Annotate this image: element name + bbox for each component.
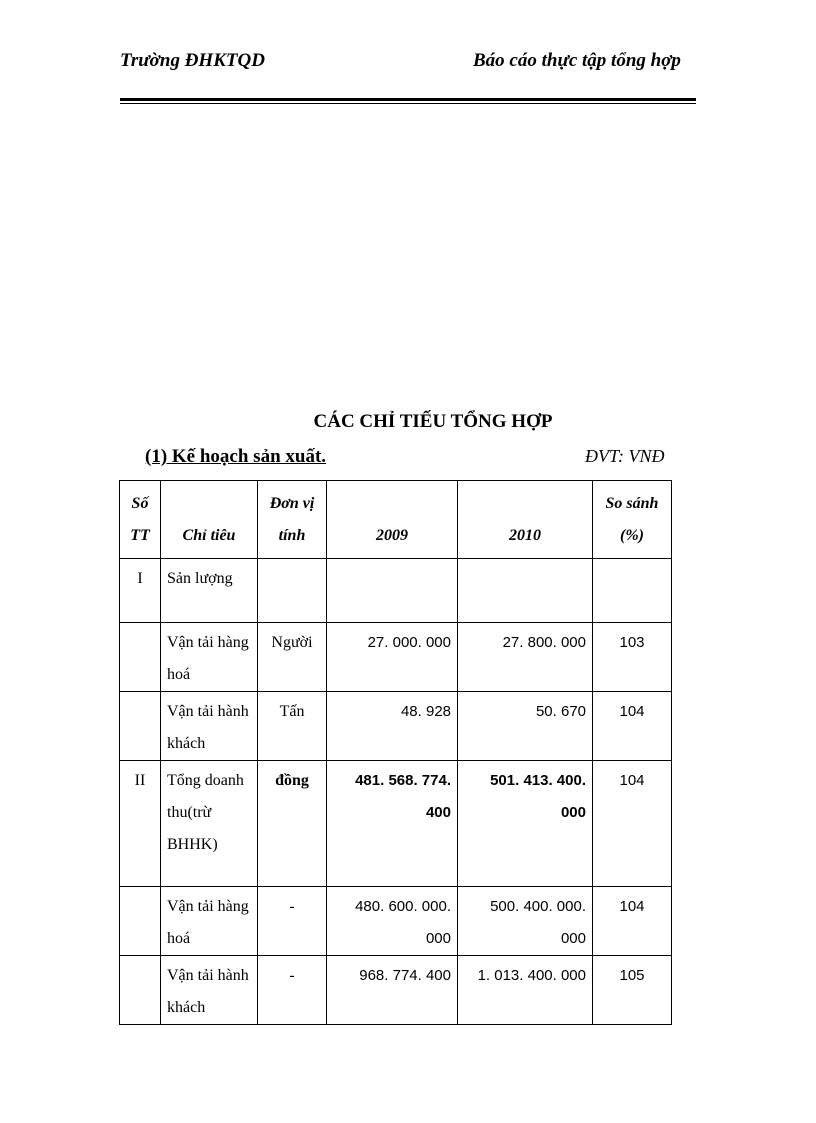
cell-2010: 501. 413. 400. 000 — [458, 761, 593, 887]
cell-2009: 968. 774. 400 — [327, 956, 458, 1025]
header-name: Chỉ tiêu — [161, 481, 258, 559]
cell-2009: 48. 928 — [327, 692, 458, 761]
cell-compare: 104 — [593, 761, 672, 887]
cell-name: Tổng doanh thu(trừ BHHK) — [161, 761, 258, 887]
table-row — [120, 761, 672, 887]
cell-stt — [120, 623, 161, 692]
cell-2009: 481. 568. 774. 400 — [327, 761, 458, 887]
cell-2009 — [327, 559, 458, 623]
cell-compare: 104 — [593, 887, 672, 956]
cell-name: Vận tải hành khách — [161, 956, 258, 1025]
table-row — [120, 956, 672, 1025]
header-unit: Đơn vị tính — [258, 481, 327, 559]
cell-unit: Người — [258, 623, 327, 692]
cell-unit — [258, 559, 327, 623]
cell-compare — [593, 559, 672, 623]
currency-unit: ĐVT: VNĐ — [585, 446, 665, 466]
table-row — [120, 887, 672, 956]
section-title: (1) Kế hoạch sản xuất. — [145, 446, 327, 467]
header-compare: So sánh (%) — [593, 481, 672, 559]
header-2009: 2009 — [327, 481, 458, 559]
table-row — [120, 559, 672, 623]
cell-2009: 27. 000. 000 — [327, 623, 458, 692]
document-title: CÁC CHỈ TIẾU TỔNG HỢP — [313, 411, 553, 432]
cell-stt — [120, 887, 161, 956]
cell-unit: - — [258, 887, 327, 956]
cell-unit: đồng — [258, 761, 327, 887]
cell-2009: 480. 600. 000. 000 — [327, 887, 458, 956]
cell-unit: - — [258, 956, 327, 1025]
cell-2010: 500. 400. 000. 000 — [458, 887, 593, 956]
cell-name: Vận tải hàng hoá — [161, 887, 258, 956]
cell-name: Sản lượng — [161, 559, 258, 623]
cell-stt — [120, 956, 161, 1025]
cell-2010: 1. 013. 400. 000 — [458, 956, 593, 1025]
cell-name: Vận tải hàng hoá — [161, 623, 258, 692]
table-row — [120, 623, 672, 692]
cell-stt: I — [120, 559, 161, 623]
cell-stt — [120, 692, 161, 761]
cell-compare: 104 — [593, 692, 672, 761]
summary-table — [119, 480, 672, 1025]
table-row — [120, 692, 672, 761]
cell-2010 — [458, 559, 593, 623]
header-stt: Số TT — [120, 481, 161, 559]
header-rule-thin — [120, 103, 696, 104]
cell-compare: 105 — [593, 956, 672, 1025]
header-rule-thick — [120, 98, 696, 101]
cell-2010: 27. 800. 000 — [458, 623, 593, 692]
table-header-row — [120, 481, 672, 559]
header-school: Trường ĐHKTQD — [120, 50, 265, 71]
cell-compare: 103 — [593, 623, 672, 692]
header-2010: 2010 — [458, 481, 593, 559]
header-report-title: Báo cáo thực tập tổng hợp — [473, 50, 681, 71]
cell-2010: 50. 670 — [458, 692, 593, 761]
cell-unit: Tấn — [258, 692, 327, 761]
cell-name: Vận tải hành khách — [161, 692, 258, 761]
cell-stt: II — [120, 761, 161, 887]
